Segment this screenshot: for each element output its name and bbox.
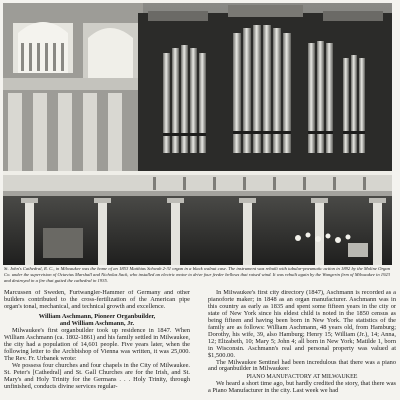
section-heading bbox=[4, 313, 190, 327]
article-column-left bbox=[4, 290, 190, 400]
photo-caption: St. John's Cathedral, R. C., in Milwaukee was the home of an 1853 Matthias Schwab 2-31 organ in a black walnut case. The instrument was rebuilt with tubular-pneumatic action in 1892 by the Moline Organ Co. under the supervision of Octavius Marshall and Nicholas Sack, who installed an electric motor to drive four feeder bellows that raised wind. It was rebuilt again by the Wangerin firm of Milwaukee in 1923 and destroyed in a fire that gutted the cathedral in 1935. bbox=[4, 266, 390, 283]
newspaper-headline: PIANO MANUFACTORY AT MILWAUKEE bbox=[246, 374, 358, 381]
cathedral-organ-photo bbox=[3, 3, 392, 265]
section-heading-line-1: William Aschmann, Pioneer Organbuilder, bbox=[38, 312, 156, 320]
section-heading-line-2: and William Aschmann, Jr. bbox=[59, 319, 135, 327]
quoted-letter-paragraph: We possess four churches and four chapels in the City of Milwaukee. St. Peter's [Cathedral] and St. Gall Churches are for the Irish, and St. Mary's and Holy Trinity for the Germans . . . Holy Trinity, through unfinished, conducts divine services regular- bbox=[4, 362, 190, 390]
body-paragraph: In Milwaukee's first city directory (1847), Aschmann is recorded as a pianoforte maker; in 1848 as an organ manufacturer. Aschmann was in this country as early as 1835 and spent some fifteen years in the city or state of New York since his eldest child is noted in the 1850 census as being fifteen and having been born in New York. The statistics of the family are as follows: William Aschmann, 48 years old, from Hamburg; Dorothy, his wife, 39, also Hamburg; Henry 15; William (Jr.), 14; Anna, 12; Elizabeth, 10; Mary 5; John 4; all born in New York; Matilde 1, born in Wisconsin. Aschmann's real and personal property was valued at $1,500.00. bbox=[208, 290, 396, 359]
body-paragraph: The Milwaukee Sentinel had been incredulous that there was a piano and organbuilder in Milwaukee: bbox=[208, 358, 396, 373]
intro-paragraph: Marcussen of Sweden, Furtwangler-Hammer of Germany and other builders contributed to the cross-fertilization of the American pipe organ's tonal, mechanical, and technical growth and excellence. bbox=[4, 290, 190, 310]
quoted-newspaper-paragraph: We heard a short time ago, but hardly credited the story, that there was a Piano Manufacturer in the city. Last week we had bbox=[208, 380, 396, 395]
body-paragraph: Milwaukee's first organbuilder took up residence in 1847. When William Aschmann (ca. 1802-1861) and his family settled in Milwaukee, the city had a population of 14,601 people. Five years later, when the following letter to the Archbishop of Vienna was written, it was 25,000. The Rev. Fr. Urbanek wrote: bbox=[4, 326, 190, 362]
article-column-right bbox=[208, 290, 396, 400]
